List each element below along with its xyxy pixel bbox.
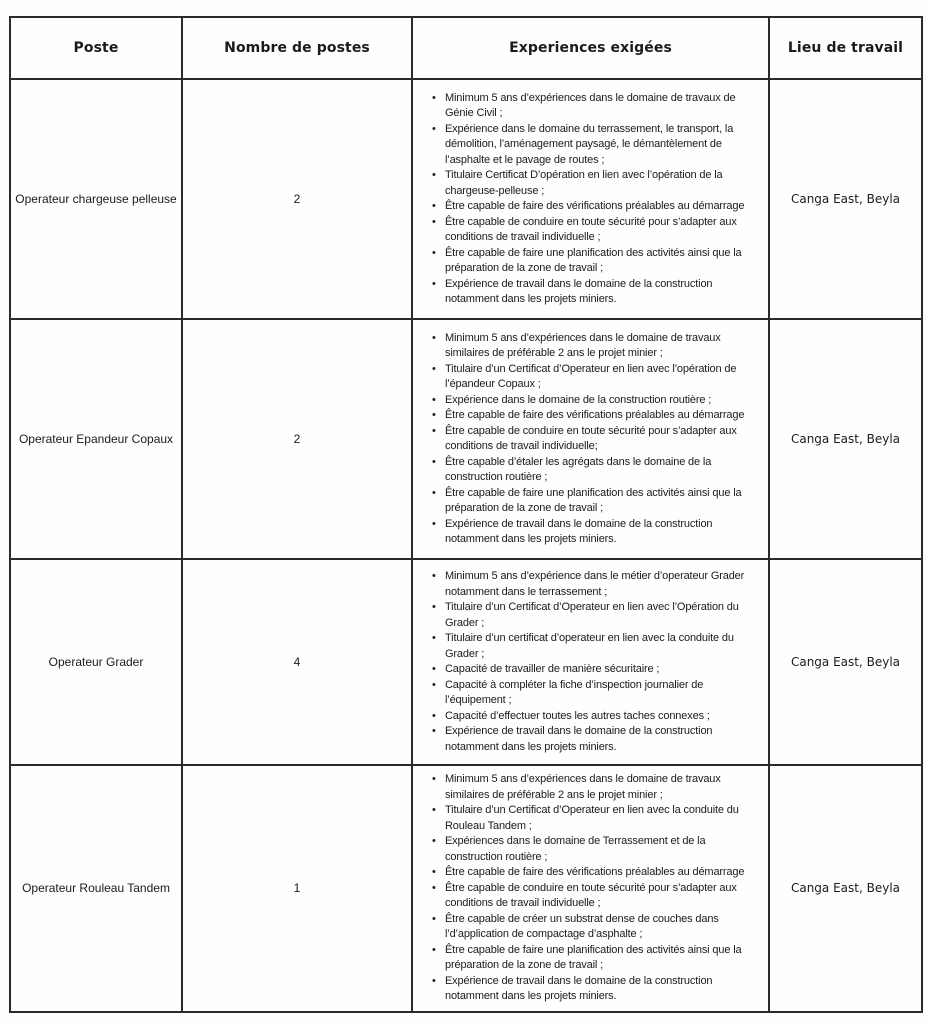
nombre-cell: 1 xyxy=(182,765,412,1012)
lieu-cell: Canga East, Beyla xyxy=(769,765,922,1012)
nombre-cell: 4 xyxy=(182,559,412,765)
list-item: • Être capable de créer un substrat dense de couches dans l’d’application de compactage d’asphalte ; xyxy=(445,912,760,943)
experiences-list xyxy=(413,85,768,314)
list-item: • Minimum 5 ans d’expériences dans le domaine de travaux de Génie Civil ; xyxy=(445,91,760,122)
table-row xyxy=(10,765,922,1012)
header-poste: Poste xyxy=(10,17,182,79)
list-item: • Être capable de conduire en toute sécurité pour s’adapter aux conditions de travail individuelle ; xyxy=(445,215,760,246)
list-item: • Être capable de faire des vérifications préalables au démarrage xyxy=(445,865,760,881)
list-item: • Titulaire d’un Certificat d’Operateur en lien avec l’Opération du Grader ; xyxy=(445,600,760,631)
list-item: • Être capable d’étaler les agrégats dans le domaine de la construction routière ; xyxy=(445,455,760,486)
list-item: • Être capable de faire une planification des activités ainsi que la préparation de la zone de travail ; xyxy=(445,246,760,277)
poste-cell: Operateur Rouleau Tandem xyxy=(10,765,182,1012)
list-item: • Être capable de faire des vérifications préalables au démarrage xyxy=(445,408,760,424)
list-item: • Être capable de conduire en toute sécurité pour s’adapter aux conditions de travail individuelle ; xyxy=(445,881,760,912)
header-experiences-exigees: Experiences exigées xyxy=(412,17,769,79)
list-item: • Être capable de faire des vérifications préalables au démarrage xyxy=(445,199,760,215)
poste-cell: Operateur Epandeur Copaux xyxy=(10,319,182,559)
list-item: • Expérience de travail dans le domaine de la construction notamment dans les projets miniers. xyxy=(445,277,760,308)
list-item: • Être capable de conduire en toute sécurité pour s’adapter aux conditions de travail individuelle; xyxy=(445,424,760,455)
job-positions-table xyxy=(9,16,923,1013)
list-item: • Expérience de travail dans le domaine de la construction notamment dans les projets miniers. xyxy=(445,974,760,1005)
experiences-list xyxy=(413,766,768,1011)
list-item: • Minimum 5 ans d’expériences dans le domaine de travaux similaires de préférable 2 ans le projet minier ; xyxy=(445,331,760,362)
list-item: • Expérience dans le domaine de la construction routière ; xyxy=(445,393,760,409)
list-item: • Expériences dans le domaine de Terrassement et de la construction routière ; xyxy=(445,834,760,865)
nombre-cell: 2 xyxy=(182,319,412,559)
table-header-row xyxy=(10,17,922,79)
list-item: • Minimum 5 ans d’expériences dans le domaine de travaux similaires de préférable 2 ans le projet minier ; xyxy=(445,772,760,803)
experiences-cell xyxy=(412,319,769,559)
poste-cell: Operateur chargeuse pelleuse xyxy=(10,79,182,319)
list-item: • Expérience de travail dans le domaine de la construction notamment dans les projets miniers. xyxy=(445,517,760,548)
lieu-cell: Canga East, Beyla xyxy=(769,319,922,559)
list-item: • Titulaire d’un Certificat d’Operateur en lien avec l’opération de l’épandeur Copaux ; xyxy=(445,362,760,393)
header-nombre-de-postes: Nombre de postes xyxy=(182,17,412,79)
list-item: • Capacité d’effectuer toutes les autres taches connexes ; xyxy=(445,709,760,725)
list-item: • Titulaire Certificat D’opération en lien avec l’opération de la chargeuse-pelleuse ; xyxy=(445,168,760,199)
list-item: • Expérience dans le domaine du terrassement, le transport, la démolition, l’aménagement paysagé, le démantèlement de l’asphalte et le pavage de routes ; xyxy=(445,122,760,169)
lieu-cell: Canga East, Beyla xyxy=(769,79,922,319)
experiences-cell xyxy=(412,79,769,319)
list-item: • Capacité à compléter la fiche d’inspection journalier de l’équipement ; xyxy=(445,678,760,709)
nombre-cell: 2 xyxy=(182,79,412,319)
experiences-list xyxy=(413,563,768,761)
experiences-cell xyxy=(412,765,769,1012)
list-item: • Titulaire d’un Certificat d’Operateur en lien avec la conduite du Rouleau Tandem ; xyxy=(445,803,760,834)
list-item: • Expérience de travail dans le domaine de la construction notamment dans les projets miniers. xyxy=(445,724,760,755)
lieu-cell: Canga East, Beyla xyxy=(769,559,922,765)
list-item: • Capacité de travailler de manière sécuritaire ; xyxy=(445,662,760,678)
list-item: • Être capable de faire une planification des activités ainsi que la préparation de la zone de travail ; xyxy=(445,486,760,517)
poste-cell: Operateur Grader xyxy=(10,559,182,765)
list-item: • Minimum 5 ans d’expérience dans le métier d’operateur Grader notamment dans le terrassement ; xyxy=(445,569,760,600)
experiences-cell xyxy=(412,559,769,765)
table-row xyxy=(10,559,922,765)
table-row xyxy=(10,319,922,559)
experiences-list xyxy=(413,325,768,554)
header-lieu-de-travail: Lieu de travail xyxy=(769,17,922,79)
table-row xyxy=(10,79,922,319)
list-item: • Être capable de faire une planification des activités ainsi que la préparation de la zone de travail ; xyxy=(445,943,760,974)
list-item: • Titulaire d’un certificat d’operateur en lien avec la conduite du Grader ; xyxy=(445,631,760,662)
